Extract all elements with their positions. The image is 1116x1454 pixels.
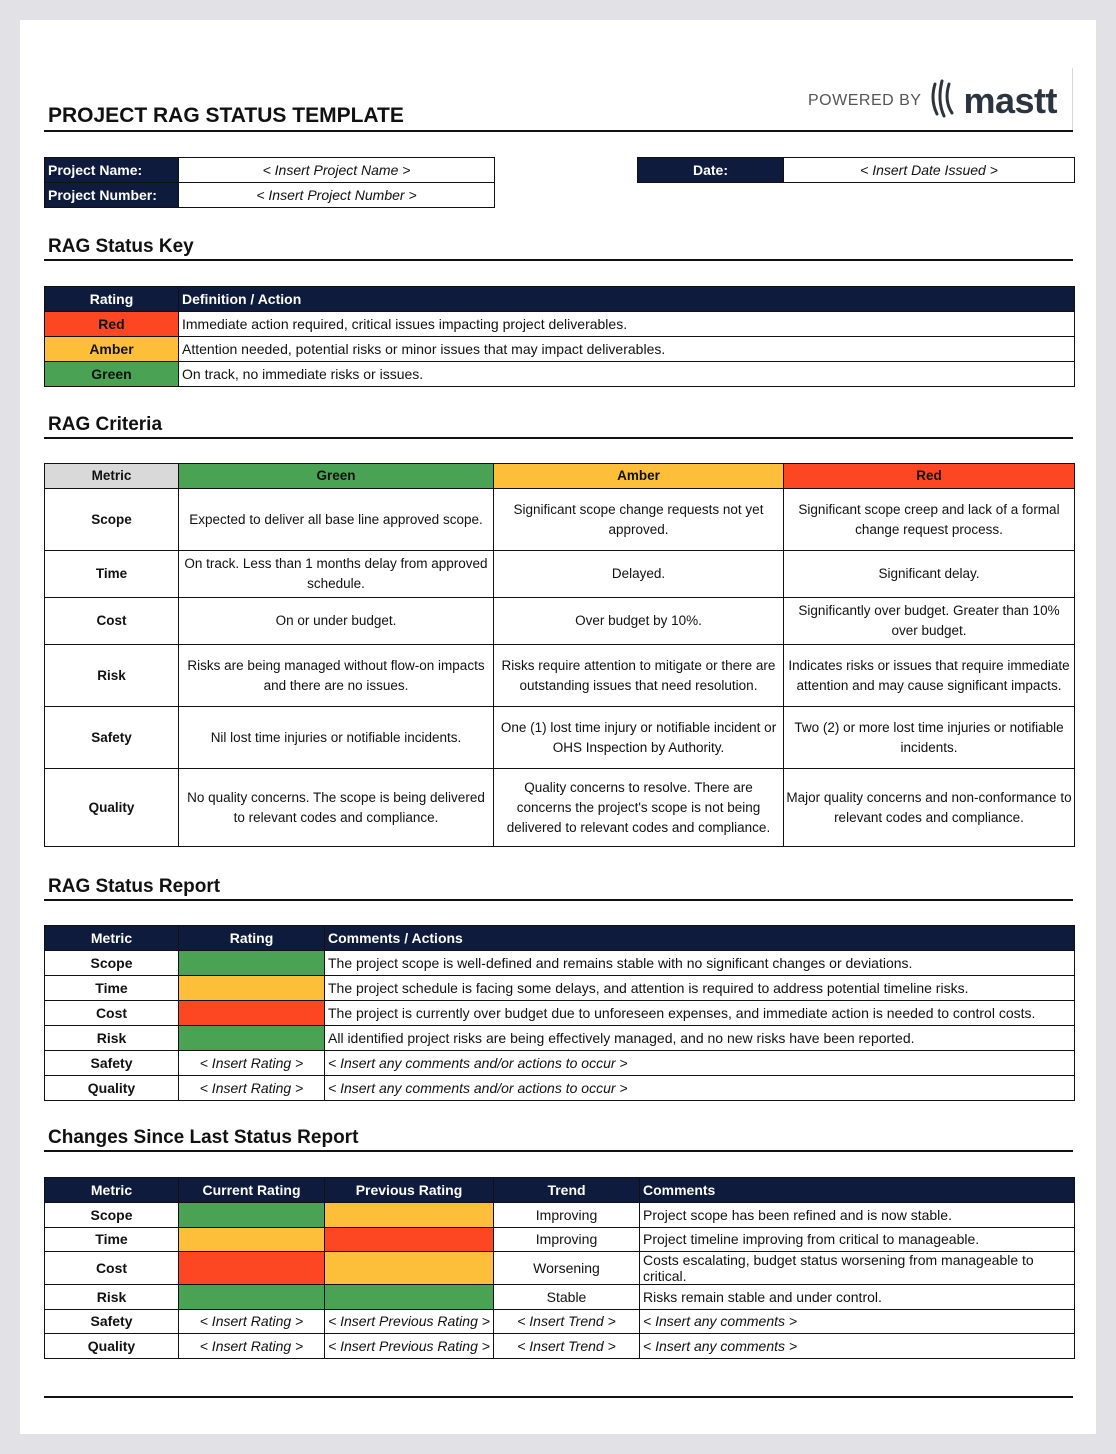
criteria-green-cell: No quality concerns. The scope is being delivered to relevant codes and compliance. — [179, 769, 494, 847]
criteria-red-cell: Significant delay. — [784, 551, 1075, 598]
rag-status-key-heading: RAG Status Key — [48, 236, 194, 257]
criteria-amber-cell: One (1) lost time injury or notifiable incident or OHS Inspection by Authority. — [494, 707, 784, 769]
mastt-mark-icon — [931, 78, 957, 123]
key-rule — [44, 259, 1073, 261]
report-metric: Cost — [45, 1001, 179, 1026]
report-row — [45, 1051, 1075, 1076]
previous-rating-cell[interactable] — [325, 1285, 494, 1310]
trend-cell[interactable]: Worsening — [494, 1252, 640, 1285]
changes-comment[interactable]: < Insert any comments > — [640, 1334, 1075, 1359]
criteria-header-green: Green — [179, 464, 494, 489]
changes-header-metric: Metric — [45, 1178, 179, 1203]
report-rating-cell[interactable] — [179, 951, 325, 976]
changes-row — [45, 1203, 1075, 1228]
rag-status-key-table — [44, 286, 1075, 387]
report-rating-cell[interactable]: < Insert Rating > — [179, 1076, 325, 1101]
report-metric: Scope — [45, 951, 179, 976]
changes-metric: Safety — [45, 1309, 179, 1334]
report-row — [45, 951, 1075, 976]
key-definition-red: Immediate action required, critical issues impacting project deliverables. — [179, 312, 1075, 337]
changes-comment[interactable]: Costs escalating, budget status worsening from manageable to critical. — [640, 1252, 1075, 1285]
report-row — [45, 1026, 1075, 1051]
changes-row — [45, 1309, 1075, 1334]
criteria-rule — [44, 437, 1073, 439]
previous-rating-cell[interactable] — [325, 1203, 494, 1228]
key-definition-green: On track, no immediate risks or issues. — [179, 362, 1075, 387]
footer-rule — [44, 1396, 1073, 1398]
changes-metric: Scope — [45, 1203, 179, 1228]
changes-header-previous: Previous Rating — [325, 1178, 494, 1203]
changes-comment[interactable]: Risks remain stable and under control. — [640, 1285, 1075, 1310]
report-row — [45, 1001, 1075, 1026]
report-header-rating: Rating — [179, 926, 325, 951]
report-row — [45, 1076, 1075, 1101]
criteria-amber-cell: Quality concerns to resolve. There are concerns the project's scope is not being delivered to relevant codes and compliance. — [494, 769, 784, 847]
report-rating-cell[interactable] — [179, 1001, 325, 1026]
rag-status-report-heading: RAG Status Report — [48, 876, 221, 897]
criteria-amber-cell: Over budget by 10%. — [494, 598, 784, 645]
changes-heading: Changes Since Last Status Report — [48, 1127, 359, 1148]
changes-header-trend: Trend — [494, 1178, 640, 1203]
trend-cell[interactable]: Improving — [494, 1227, 640, 1252]
project-name-label: Project Name: — [45, 158, 179, 183]
trend-cell[interactable]: < Insert Trend > — [494, 1334, 640, 1359]
rag-criteria-heading: RAG Criteria — [48, 414, 163, 435]
date-field[interactable]: < Insert Date Issued > — [784, 158, 1075, 183]
report-comment[interactable]: The project scope is well-defined and remains stable with no significant changes or deviations. — [325, 951, 1075, 976]
trend-cell[interactable]: < Insert Trend > — [494, 1309, 640, 1334]
changes-metric: Time — [45, 1227, 179, 1252]
report-rating-cell[interactable] — [179, 1026, 325, 1051]
previous-rating-cell[interactable] — [325, 1252, 494, 1285]
changes-comment[interactable]: < Insert any comments > — [640, 1309, 1075, 1334]
report-rating-cell[interactable]: < Insert Rating > — [179, 1051, 325, 1076]
previous-rating-cell[interactable]: < Insert Previous Rating > — [325, 1309, 494, 1334]
criteria-green-cell: Expected to deliver all base line approved scope. — [179, 489, 494, 551]
criteria-row — [45, 598, 1075, 645]
criteria-metric: Scope — [45, 489, 179, 551]
criteria-red-cell: Significantly over budget. Greater than 10% over budget. — [784, 598, 1075, 645]
criteria-header-red: Red — [784, 464, 1075, 489]
current-rating-cell[interactable] — [179, 1252, 325, 1285]
key-definition-amber: Attention needed, potential risks or minor issues that may impact deliverables. — [179, 337, 1075, 362]
criteria-row — [45, 707, 1075, 769]
project-number-label: Project Number: — [45, 183, 179, 208]
project-number-field[interactable]: < Insert Project Number > — [179, 183, 495, 208]
criteria-amber-cell: Delayed. — [494, 551, 784, 598]
key-rating-red: Red — [45, 312, 179, 337]
criteria-row — [45, 489, 1075, 551]
mastt-wordmark: mastt — [963, 79, 1057, 121]
current-rating-cell[interactable] — [179, 1227, 325, 1252]
report-comment[interactable]: < Insert any comments and/or actions to occur > — [325, 1076, 1075, 1101]
key-row-red — [45, 312, 1075, 337]
report-comment[interactable]: The project is currently over budget due to unforeseen expenses, and immediate action is needed to control costs. — [325, 1001, 1075, 1026]
report-metric: Safety — [45, 1051, 179, 1076]
key-row-amber — [45, 337, 1075, 362]
current-rating-cell[interactable]: < Insert Rating > — [179, 1334, 325, 1359]
criteria-header-metric: Metric — [45, 464, 179, 489]
previous-rating-cell[interactable]: < Insert Previous Rating > — [325, 1334, 494, 1359]
report-metric: Time — [45, 976, 179, 1001]
date-label: Date: — [638, 158, 784, 183]
key-rating-green: Green — [45, 362, 179, 387]
report-rating-cell[interactable] — [179, 976, 325, 1001]
date-table — [637, 157, 1075, 183]
changes-header-current: Current Rating — [179, 1178, 325, 1203]
criteria-green-cell: Risks are being managed without flow-on impacts and there are no issues. — [179, 645, 494, 707]
report-header-comments: Comments / Actions — [325, 926, 1075, 951]
criteria-metric: Time — [45, 551, 179, 598]
changes-comment[interactable]: Project scope has been refined and is now stable. — [640, 1203, 1075, 1228]
criteria-header-amber: Amber — [494, 464, 784, 489]
rag-status-report-table — [44, 925, 1075, 1101]
criteria-red-cell: Significant scope creep and lack of a formal change request process. — [784, 489, 1075, 551]
changes-row — [45, 1285, 1075, 1310]
criteria-metric: Cost — [45, 598, 179, 645]
project-info-table — [44, 157, 495, 208]
changes-metric: Cost — [45, 1252, 179, 1285]
report-header-metric: Metric — [45, 926, 179, 951]
changes-rule — [44, 1150, 1073, 1152]
criteria-metric: Quality — [45, 769, 179, 847]
criteria-row — [45, 551, 1075, 598]
changes-comment[interactable]: Project timeline improving from critical to manageable. — [640, 1227, 1075, 1252]
criteria-row — [45, 645, 1075, 707]
report-rule — [44, 899, 1073, 901]
key-row-green — [45, 362, 1075, 387]
report-comment[interactable]: < Insert any comments and/or actions to occur > — [325, 1051, 1075, 1076]
criteria-red-cell: Two (2) or more lost time injuries or notifiable incidents. — [784, 707, 1075, 769]
rag-criteria-table — [44, 463, 1075, 847]
trend-cell[interactable]: Stable — [494, 1285, 640, 1310]
criteria-green-cell: On or under budget. — [179, 598, 494, 645]
changes-table — [44, 1177, 1075, 1359]
criteria-red-cell: Major quality concerns and non-conformance to relevant codes and compliance. — [784, 769, 1075, 847]
document-page — [20, 20, 1096, 1434]
changes-header-comments: Comments — [640, 1178, 1075, 1203]
criteria-red-cell: Indicates risks or issues that require immediate attention and may cause significant impacts. — [784, 645, 1075, 707]
criteria-green-cell: On track. Less than 1 months delay from approved schedule. — [179, 551, 494, 598]
changes-metric: Quality — [45, 1334, 179, 1359]
report-comment[interactable]: The project schedule is facing some delays, and attention is required to address potential timeline risks. — [325, 976, 1075, 1001]
changes-metric: Risk — [45, 1285, 179, 1310]
previous-rating-cell[interactable] — [325, 1227, 494, 1252]
key-header-definition: Definition / Action — [179, 287, 1075, 312]
page-title: PROJECT RAG STATUS TEMPLATE — [48, 104, 404, 127]
title-rule — [44, 130, 1073, 132]
criteria-amber-cell: Significant scope change requests not yet approved. — [494, 489, 784, 551]
key-rating-amber: Amber — [45, 337, 179, 362]
report-metric: Risk — [45, 1026, 179, 1051]
powered-by-label: POWERED BY — [808, 91, 922, 109]
changes-row — [45, 1252, 1075, 1285]
current-rating-cell[interactable] — [179, 1285, 325, 1310]
criteria-row — [45, 769, 1075, 847]
changes-row — [45, 1227, 1075, 1252]
logo-divider — [1072, 68, 1073, 130]
mastt-logo — [808, 78, 1057, 123]
criteria-metric: Risk — [45, 645, 179, 707]
report-comment[interactable]: All identified project risks are being effectively managed, and no new risks have been reported. — [325, 1026, 1075, 1051]
key-header-rating: Rating — [45, 287, 179, 312]
criteria-green-cell: Nil lost time injuries or notifiable incidents. — [179, 707, 494, 769]
changes-row — [45, 1334, 1075, 1359]
criteria-metric: Safety — [45, 707, 179, 769]
report-row — [45, 976, 1075, 1001]
project-name-field[interactable]: < Insert Project Name > — [179, 158, 495, 183]
trend-cell[interactable]: Improving — [494, 1203, 640, 1228]
current-rating-cell[interactable] — [179, 1203, 325, 1228]
report-metric: Quality — [45, 1076, 179, 1101]
current-rating-cell[interactable]: < Insert Rating > — [179, 1309, 325, 1334]
criteria-amber-cell: Risks require attention to mitigate or there are outstanding issues that need resolution. — [494, 645, 784, 707]
